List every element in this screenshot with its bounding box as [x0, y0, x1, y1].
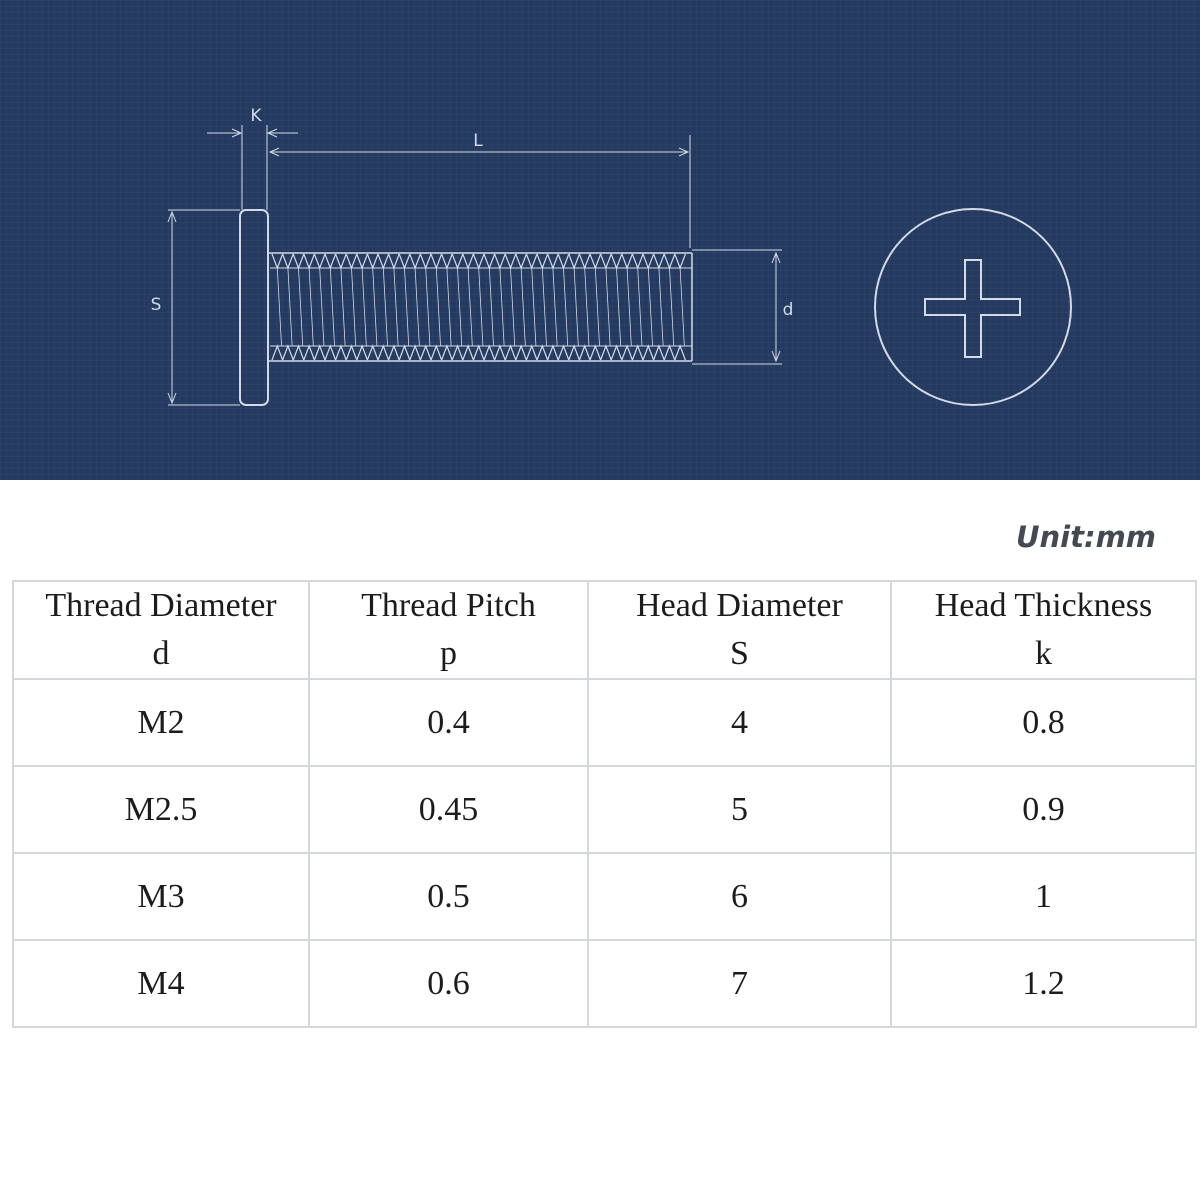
- thread-crest: [336, 346, 347, 360]
- thread-crest: [346, 254, 357, 268]
- thread-flank: [394, 268, 398, 346]
- cell-head-diameter: 7: [588, 940, 891, 1027]
- thread-crest: [484, 346, 495, 360]
- thread-crest: [664, 346, 675, 360]
- thread-flank: [532, 268, 536, 346]
- cell-thread-pitch: 0.5: [309, 853, 588, 940]
- cell-thread-diameter: M3: [13, 853, 309, 940]
- cell-thread-diameter: M4: [13, 940, 309, 1027]
- phillips-cross-icon: [925, 260, 1020, 357]
- label-s: S: [150, 295, 162, 315]
- header-label: Thread Pitch: [361, 587, 536, 624]
- thread-crest: [526, 254, 537, 268]
- thread-crest: [283, 346, 294, 360]
- thread-crest: [548, 254, 559, 268]
- thread-crest: [367, 346, 378, 360]
- thread-crest: [495, 346, 506, 360]
- thread-crest: [516, 346, 527, 360]
- screw-diagram-panel: [0, 0, 1200, 480]
- thread-crest: [463, 346, 474, 360]
- thread-crest: [357, 346, 368, 360]
- table-row: [13, 679, 1196, 766]
- thread-crest: [367, 254, 378, 268]
- header-thread-diameter: [13, 581, 309, 679]
- table-header-row: [13, 581, 1196, 679]
- thread-flank: [373, 268, 377, 346]
- thread-crest: [590, 254, 601, 268]
- cell-thread-pitch: 0.45: [309, 766, 588, 853]
- thread-flank: [362, 268, 366, 346]
- table-row: [13, 853, 1196, 940]
- screw-drawing: [0, 0, 1200, 480]
- thread-crest: [675, 254, 686, 268]
- thread-crest: [473, 254, 484, 268]
- thread-crest: [336, 254, 347, 268]
- thread-crest: [558, 346, 569, 360]
- thread-crest: [420, 254, 431, 268]
- screw-head: [240, 210, 268, 405]
- thread-flank: [288, 268, 292, 346]
- thread-crest: [601, 346, 612, 360]
- cell-head-thickness: 0.8: [891, 679, 1196, 766]
- label-l: L: [473, 131, 483, 151]
- header-head-diameter: [588, 581, 891, 679]
- thread-crest: [389, 346, 400, 360]
- thread-crest: [548, 346, 559, 360]
- thread-crest: [622, 346, 633, 360]
- thread-crest: [473, 346, 484, 360]
- thread-crest: [569, 254, 580, 268]
- header-label: Head Diameter: [636, 587, 843, 624]
- thread-crest: [314, 254, 325, 268]
- thread-flank: [447, 268, 451, 346]
- thread-crest: [664, 254, 675, 268]
- thread-flank: [277, 268, 281, 346]
- header-head-thickness: [891, 581, 1196, 679]
- thread-crest: [537, 254, 548, 268]
- cell-thread-diameter: M2: [13, 679, 309, 766]
- header-label: Head Thickness: [934, 587, 1153, 624]
- header-symbol: k: [1035, 635, 1052, 672]
- thread-crest: [431, 346, 442, 360]
- thread-crest: [378, 254, 389, 268]
- thread-crest: [442, 346, 453, 360]
- thread-crest: [293, 254, 304, 268]
- thread-crest: [325, 254, 336, 268]
- thread-crest: [399, 254, 410, 268]
- header-symbol: S: [730, 635, 749, 672]
- cell-head-thickness: 1: [891, 853, 1196, 940]
- thread-flank: [511, 268, 515, 346]
- thread-crest: [505, 254, 516, 268]
- cell-thread-pitch: 0.6: [309, 940, 588, 1027]
- thread-flank: [299, 268, 303, 346]
- thread-crest: [611, 254, 622, 268]
- thread-crest: [346, 346, 357, 360]
- thread-crest: [272, 346, 283, 360]
- thread-flank: [564, 268, 568, 346]
- thread-crest: [632, 254, 643, 268]
- thread-flank: [415, 268, 419, 346]
- thread-lines: [272, 254, 685, 360]
- thread-crest: [325, 346, 336, 360]
- thread-crest: [643, 346, 654, 360]
- cell-head-thickness: 1.2: [891, 940, 1196, 1027]
- thread-crest: [410, 346, 421, 360]
- thread-flank: [595, 268, 599, 346]
- thread-flank: [617, 268, 621, 346]
- header-symbol: p: [440, 635, 457, 672]
- table-row: [13, 766, 1196, 853]
- thread-crest: [516, 254, 527, 268]
- cell-head-diameter: 4: [588, 679, 891, 766]
- thread-crest: [304, 254, 315, 268]
- thread-crest: [283, 254, 294, 268]
- thread-crest: [632, 346, 643, 360]
- thread-crest: [389, 254, 400, 268]
- thread-flank: [489, 268, 493, 346]
- thread-flank: [383, 268, 387, 346]
- label-d: d: [782, 300, 794, 320]
- thread-flank: [680, 268, 684, 346]
- thread-flank: [606, 268, 610, 346]
- thread-flank: [320, 268, 324, 346]
- thread-crest: [590, 346, 601, 360]
- cell-head-diameter: 5: [588, 766, 891, 853]
- thread-crest: [654, 346, 665, 360]
- cell-thread-pitch: 0.4: [309, 679, 588, 766]
- thread-crest: [505, 346, 516, 360]
- cell-head-diameter: 6: [588, 853, 891, 940]
- spec-table: [12, 580, 1197, 1028]
- thread-flank: [585, 268, 589, 346]
- thread-crest: [399, 346, 410, 360]
- thread-crest: [495, 254, 506, 268]
- thread-flank: [500, 268, 504, 346]
- thread-flank: [627, 268, 631, 346]
- thread-flank: [553, 268, 557, 346]
- thread-crest: [558, 254, 569, 268]
- thread-crest: [304, 346, 315, 360]
- header-symbol: d: [152, 635, 170, 672]
- thread-crest: [293, 346, 304, 360]
- thread-crest: [654, 254, 665, 268]
- thread-crest: [579, 346, 590, 360]
- thread-flank: [521, 268, 525, 346]
- label-k: K: [250, 106, 262, 126]
- thread-crest: [452, 254, 463, 268]
- thread-crest: [410, 254, 421, 268]
- thread-flank: [330, 268, 334, 346]
- thread-flank: [574, 268, 578, 346]
- thread-flank: [309, 268, 313, 346]
- thread-flank: [436, 268, 440, 346]
- thread-flank: [479, 268, 483, 346]
- thread-crest: [420, 346, 431, 360]
- thread-crest: [579, 254, 590, 268]
- thread-crest: [272, 254, 283, 268]
- thread-crest: [611, 346, 622, 360]
- header-label: Thread Diameter: [45, 587, 277, 624]
- thread-crest: [484, 254, 495, 268]
- thread-flank: [648, 268, 652, 346]
- header-thread-pitch: [309, 581, 588, 679]
- thread-crest: [622, 254, 633, 268]
- thread-crest: [378, 346, 389, 360]
- thread-flank: [426, 268, 430, 346]
- thread-flank: [468, 268, 472, 346]
- table-row: [13, 940, 1196, 1027]
- thread-flank: [405, 268, 409, 346]
- unit-label: Unit:mm: [1015, 520, 1156, 554]
- thread-crest: [357, 254, 368, 268]
- thread-crest: [452, 346, 463, 360]
- thread-flank: [352, 268, 356, 346]
- thread-flank: [670, 268, 674, 346]
- thread-crest: [463, 254, 474, 268]
- thread-crest: [569, 346, 580, 360]
- thread-flank: [659, 268, 663, 346]
- thread-crest: [643, 254, 654, 268]
- thread-crest: [314, 346, 325, 360]
- thread-flank: [638, 268, 642, 346]
- thread-flank: [542, 268, 546, 346]
- thread-crest: [526, 346, 537, 360]
- cell-thread-diameter: M2.5: [13, 766, 309, 853]
- thread-crest: [537, 346, 548, 360]
- thread-crest: [601, 254, 612, 268]
- thread-flank: [341, 268, 345, 346]
- head-top-view-circle: [875, 209, 1071, 405]
- thread-crest: [442, 254, 453, 268]
- thread-crest: [675, 346, 686, 360]
- thread-crest: [431, 254, 442, 268]
- thread-flank: [458, 268, 462, 346]
- cell-head-thickness: 0.9: [891, 766, 1196, 853]
